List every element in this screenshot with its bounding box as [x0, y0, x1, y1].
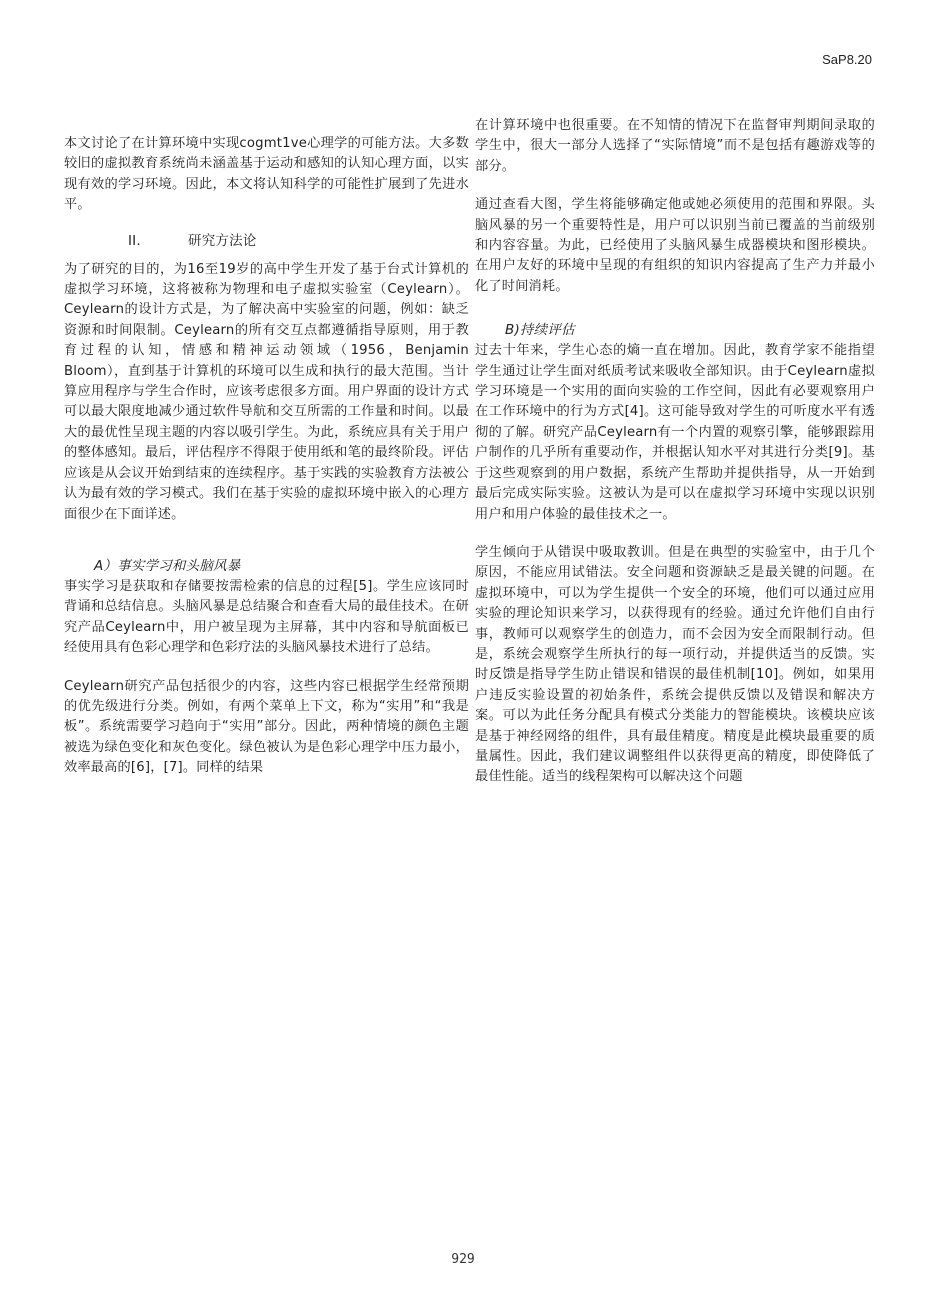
- right-paragraph-4: 学生倾向于从错误中吸取教训。但是在典型的实验室中，由于几个原因，不能应用试错法。安全问题和资源缺乏是最关键的问题。在虚拟环境中，可以为学生提供一个安全的环境，他们可以通过应用实验的理论知识来学习，以获得现有的经验。通过允许他们自由行事，教师可以观察学生的创造力，而不会因为安全而限制行动。但是，系统会观察学生所执行的每一项行动，并提供适当的反馈。实时反馈是指导学生防止错误和错误的最佳机制[10]。例如，如果用户违反实验设置的初始条件，系统会提供反馈以及错误和解决方案。可以为此任务分配具有模式分类能力的智能模块。该模块应该是基于神经网络的组件，具有最佳精度。精度是此模块最重要的质量属性。因此，我们建议调整组件以获得更高的精度，即使降低了最佳性能。适当的线程架构可以解决这个问题: [475, 544, 875, 785]
- section-heading-methodology: [64, 230, 469, 252]
- subsection-a-heading: A）事实学习和头脑风暴: [94, 557, 241, 574]
- right-paragraph-1: 在计算环境中也很重要。在不知情的情况下在监督审判期间录取的学生中，很大一部分人选择了“实际情境”而不是包括有趣游戏等的部分。: [475, 118, 875, 174]
- intro-paragraph: 本文讨论了在计算环境中实现cogmt1ve心理学的可能方法。大多数较旧的虚拟教育系统尚未涵盖基于运动和感知的认知心理方面，以实现有效的学习环境。因此，本文将认知科学的可能性扩展到了先进水平。: [64, 136, 469, 213]
- left-column: [64, 116, 469, 779]
- methodology-paragraph: 为了研究的目的，为16至19岁的高中学生开发了基于台式计算机的虚拟学习环境，这将被称为物理和电子虚拟实验室（Ceylearn）。Ceylearn的设计方式是，为了解决高中实验室的问题，例如：缺乏资源和时间限制。Ceylearn的所有交互点都遵循指导原则，用于教育过程的认知，情感和精神运动领域（1956，Benjamin Bloom），直到基于计算机的环境可以生成和执行的最大范围。当计算应用程序与学生合作时，应该考虑很多方面。用户界面的设计方式可以最大限度地减少通过软件导航和交互所需的工作量和时间。以最大的最优性呈现主题的内容以吸引学生。为此，系统应具有关于用户的整体感知。最后，评估程序不得限于使用纸和笔的最终阶段。评估应该是从会议开始到结束的连续程序。基于实践的实验教育方法被公认为最有效的学习模式。我们在基于实验的虚拟环境中嵌入的心理方面很少在下面详述。: [64, 261, 469, 522]
- right-paragraph-2: 通过查看大图，学生将能够确定他或她必须使用的范围和界限。头脑风暴的另一个重要特性是，用户可以识别当前已覆盖的当前级别和内容容量。为此，已经使用了头脑风暴生成器模块和图形模块。在用户友好的环境中呈现的有组织的知识内容提高了生产力并最小化了时间消耗。: [475, 197, 875, 294]
- header-code: SaP8.20: [822, 52, 872, 67]
- page-number: 929: [451, 1252, 475, 1267]
- subsection-b-heading: B)持续评估: [505, 322, 575, 339]
- right-column: [475, 116, 875, 788]
- section-number: II.: [128, 232, 141, 249]
- right-paragraph-3: 过去十年来，学生心态的熵一直在增加。因此，教育学家不能指望学生通过让学生面对纸质考试来吸收全部知识。由于Ceylearn虚拟学习环境是一个实用的面向实验的工作空间，因此有必要观察用户在工作环境中的行为方式[4]。这可能导致对学生的可听度水平有透彻的了解。研究产品Ceylearn有一个内置的观察引擎，能够跟踪用户制作的几乎所有重要动作，并根据认知水平对其进行分类[9]。基于这些观察到的用户数据，系统产生帮助并提供指导，从一开始到最后完成实际实验。这被认为是可以在虚拟学习环境中实现以识别用户和用户体验的最佳技术之一。: [475, 343, 875, 522]
- section-title: 研究方法论: [188, 232, 257, 249]
- subsection-a-paragraph-1: 事实学习是获取和存储要按需检索的信息的过程[5]。学生应该同时背诵和总结信息。头脑风暴是总结聚合和查看大局的最佳技术。在研究产品Ceylearn中，用户被呈现为主屏幕，其中内容和导航面板已经使用具有色彩心理学和色彩疗法的头脑风暴技术进行了总结。: [64, 578, 469, 656]
- subsection-a-paragraph-2: Ceylearn研究产品包括很少的内容，这些内容已根据学生经常预期的优先级进行分类。例如，有两个菜单上下文，称为“实用”和“我是板”。系统需要学习趋向于“实用”部分。因此，两种情境的颜色主题被选为绿色变化和灰色变化。绿色被认为是色彩心理学中压力最小，效率最高的[6]，[7]。同样的结果: [64, 678, 469, 776]
